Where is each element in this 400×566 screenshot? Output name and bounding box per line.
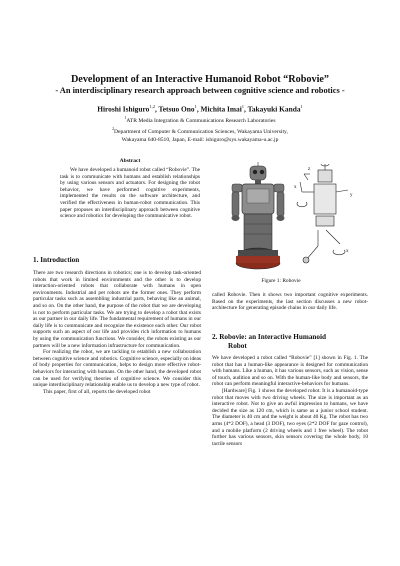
affiliation-line bbox=[20, 126, 380, 136]
author-name: Michita Imai bbox=[200, 104, 242, 114]
section-body bbox=[212, 355, 368, 447]
affiliation-mark: 2 bbox=[112, 127, 115, 131]
paragraph: There are two research directions in robotics; one is to develop task-oriented robots that work in limited environments and the other is to develop interaction-oriented robots that collaborate with humans in open environments. Industrial and pet robots are the former ones. They perform particular tasks such as assembling industrial parts, behaving like an animal, and so on. On the other hand, the purpose of the robot that we are developing is not to perform particular tasks. We are trying to develop a robot that exists as our partner in our daily life. The fundamental requirement of humans in our daily life is to communicate and recognize the existence each other. Our robot supports such an aspect of our life and provides rich information to humans by using the communication functions. We consider, the robots existing as our partners will be a new information infrastructure for communication. bbox=[33, 270, 201, 349]
axis-label: z bbox=[308, 167, 311, 172]
paper-subtitle: - An interdisciplinary research approach between cognitive science and robotics - bbox=[55, 86, 345, 95]
section-heading-line: 2. Robovie: an Interactive Humanoid bbox=[212, 333, 326, 341]
section-body bbox=[33, 270, 201, 395]
paragraph: We have developed a robot called “Robovie” [1] shown in Fig. 1. The robot that has a human-like appearance is designed for communication with humans. Like a human, it has various sensors, such as vision, sense of touch, audition and so on. With the human-like body and sensors, the robot can perform meaningful interactive-behaviors for humans. bbox=[212, 355, 368, 388]
author-name: Takayuki Kanda bbox=[247, 104, 301, 114]
right-column-top bbox=[212, 292, 368, 312]
robot-photo bbox=[232, 162, 285, 269]
mechanism-diagram bbox=[297, 164, 348, 263]
paragraph: called Robovie. Then it shows two important cognitive experiments. Based on the experiments, the last section discusses a new robot-architecture for generating episode chains in our daily life. bbox=[212, 292, 368, 312]
author-affiliation-mark: 1,2 bbox=[149, 104, 155, 109]
section-heading: 1. Introduction bbox=[33, 256, 80, 264]
paragraph: This paper, first of all, reports the developed robot bbox=[43, 388, 151, 395]
author-affiliation-mark: 1 bbox=[300, 104, 303, 109]
author-affiliation-mark: 1 bbox=[241, 104, 245, 109]
affiliation-text: Department of Computer & Communication Sciences, Wakayama University, bbox=[114, 128, 288, 135]
axis-label: x bbox=[294, 185, 297, 190]
affiliation-text: Wakayama 640-8510, Japan, E-mail: ishiguro@sys.wakayama-u.ac.jp bbox=[121, 137, 279, 143]
author-name: Tetsuo Ono bbox=[158, 104, 195, 114]
axis-label: x bbox=[346, 249, 349, 254]
section-heading-line: Robot bbox=[228, 341, 247, 350]
robovie-figure bbox=[206, 160, 362, 276]
paragraph: For realizing the robot, we are tackling to establish a new collaboration between cognitive science and robotics. Cognitive science, especially on ideas of body properties for communication, helps to design more effective robot-behaviors for interacting with humans. On the other hand, the developed robot can be used for verifying theories of cognitive science. We consider this unique interdisciplinary relationship enable us to develop a new type of robot. bbox=[33, 349, 201, 389]
abstract-body bbox=[60, 167, 200, 220]
paragraph: [Hardware] Fig. 1 shows the developed robot. It is a humanoid-type robot that moves with two driving wheels. The size is important as an interactive robot. Not to give an awful impression to humans, we have decided the size as 120 cm, which is same as a junior school student. The diameter is 40 cm and the weight is about 40 Kg. The robot has two arms (4*2 DOF), a head (3 DOF), two eyes (2*2 DOF for gaze control), and a mobile platform (2 driving wheels and 1 free wheel). The robot further has various sensors, skin sensors covering the whole body, 10 tactile sensors bbox=[212, 387, 368, 447]
affiliation-line bbox=[20, 137, 380, 144]
abstract-text: We have developed a humanoid robot called “Robovie”. The task is to communicate with humans and establish relationships by using various sensors and actuators. For designing the robot behavior, we have performed cognitive experiments, implemented the results on the software architecture, and verified the effectiveness in human-robot communication. This paper proposes an interdisciplinary approach between cognitive science and robotics for developing the communicative robot. bbox=[60, 167, 200, 220]
author-affiliation-mark: 1 bbox=[194, 104, 197, 109]
affiliation-line bbox=[20, 115, 380, 125]
affiliation-text: ATR Media Integration & Communications Research Laboratories bbox=[126, 117, 276, 124]
axis-label: y bbox=[350, 193, 353, 198]
author-list: Hiroshi Ishiguro$^{1,2}$, Tetsuo Ono$^1$, Michita Imai$^1$, Takayuki Kanda$^1$ bbox=[97, 104, 303, 114]
figure-caption: Figure 1: Robovie bbox=[261, 278, 301, 284]
paper-title: Development of an Interactive Humanoid Robot “Robovie” bbox=[70, 74, 330, 85]
affiliation-mark: 1 bbox=[124, 116, 127, 120]
section-heading bbox=[212, 333, 370, 350]
author-name: Hiroshi Ishiguro bbox=[97, 104, 150, 114]
abstract-heading: Abstract bbox=[119, 158, 141, 164]
